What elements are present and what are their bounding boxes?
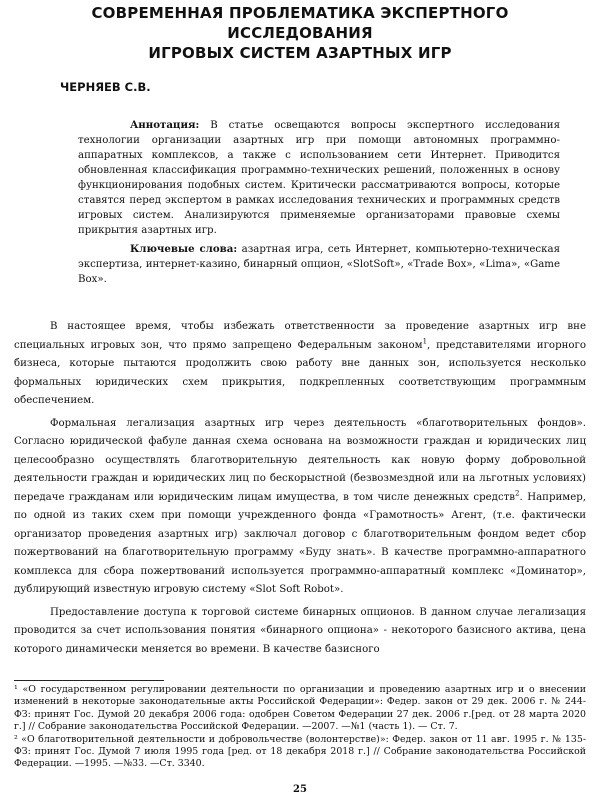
footnote-ref-1: 1 <box>422 337 428 346</box>
body-paragraph-2 <box>14 415 586 600</box>
keywords-label: Ключевые слова: <box>130 243 238 255</box>
title-line-1: СОВРЕМЕННАЯ ПРОБЛЕМАТИКА ЭКСПЕРТНОГО ИССЛЕДОВАНИЯ <box>91 4 509 42</box>
footnote-2: ² «О благотворительной деятельности и добровольчестве (волонтерстве)»: Федер. закон от 11 авг. 1995 г. № 135-ФЗ: принят Гос. Думой 7 июля 1995 года [ред. от 18 декабря 2018 г.] // Собрание законодательства Российской Федерации. —1995. —№33. —Ст. 3340. <box>14 733 586 770</box>
abstract-text: В статье освещаются вопросы экспертного исследования технологии организации азартных игр при помощи автономных программно-аппаратных комплексов, а также с использованием сети Интернет. Приводится обновленная классификация программно-технических решений, положенных в основу функционирования подобных систем. Критически рассматриваются вопросы, которые ставятся перед экспертом в рамках исследования технических и программных средств игровых систем. Анализируются применяемые организаторами правовые схемы прикрытия азартных игр. <box>78 120 560 236</box>
keywords-paragraph <box>78 242 560 287</box>
body-text: В настоящее время, чтобы избежать ответственности за проведение азартных игр вне специальных игровых зон, что прямо запрещено Федеральным законом <box>14 321 586 351</box>
body-paragraph-1 <box>14 318 586 411</box>
footnotes-block <box>14 684 586 771</box>
keywords-text: азартная игра, сеть Интернет, компьютерно-техническая экспертиза, интернет-казино, бинарный опцион, «SlotSoft», «Trade Box», «Lima», «Game Box». <box>78 244 560 285</box>
body-paragraph-3: Предоставление доступа к торговой системе бинарных опционов. В данном случае легализация проводится за счет использования понятия «бинарного опциона» - некоторого базисного актива, цена которого динамически меняется во времени. В качестве базисного <box>14 606 586 655</box>
author-name: ЧЕРНЯЕВ С.В. <box>60 80 151 94</box>
body-text: Формальная легализация азартных игр через деятельность «благотворительных фондов». Согласно юридической фабуле данная схема основана на возможности граждан и юридических лиц целесообразно осуществлять благотворительную деятельность как новую форму добровольной деятельности граждан и юридических лиц по бескорыстной (безвозмездной или на льготных условиях) передаче гражданам или юридическим лицам имущества, в том числе денежных средств <box>14 417 586 503</box>
abstract-block <box>78 118 560 287</box>
body-text: , представителями игорного бизнеса, которые пытаются продолжить свою работу вне данных зон, используется несколько формальных юридических схем прикрытия, подкрепленных соответствующим программным обеспечением. <box>14 339 586 406</box>
article-body <box>14 318 586 663</box>
abstract-label: Аннотация: <box>130 119 200 131</box>
footnote-1: ¹ «О государственном регулировании деятельности по организации и проведению азартных игр и о внесении изменений в некоторые законодательные акты Российской Федерации»: Федер. закон от 29 дек. 2006 г. № 244-ФЗ: принят Гос. Думой 20 декабря 2006 года: одобрен Советом Федерации 27 дек. 2006 г.[ред. от 28 марта 2020 г.] // Собрание законодательства Российской Федерации. —2007. —№1 (часть 1). — Ст. 7. <box>14 684 586 733</box>
body-text: . Например, по одной из таких схем при помощи учрежденного фонда «Грамотность» Агент, (т.е. фактически организатор проведения азартных игр) заключал договор с благотворительным фондом ведет сбор пожертвований на благотворительную программу «Буду знать». В качестве программно-аппаратного комплекса для сбора пожертвований используется программно-аппаратный комплекс «Доминатор», дублирующий известную игровую систему «Slot Soft Robot». <box>14 491 586 595</box>
footnote-divider <box>14 680 164 681</box>
abstract-paragraph <box>78 118 560 238</box>
title-line-2: ИГРОВЫХ СИСТЕМ АЗАРТНЫХ ИГР <box>148 44 452 62</box>
article-title <box>40 3 560 63</box>
footnote-ref-2: 2 <box>515 489 520 498</box>
page-number: 25 <box>293 784 307 795</box>
